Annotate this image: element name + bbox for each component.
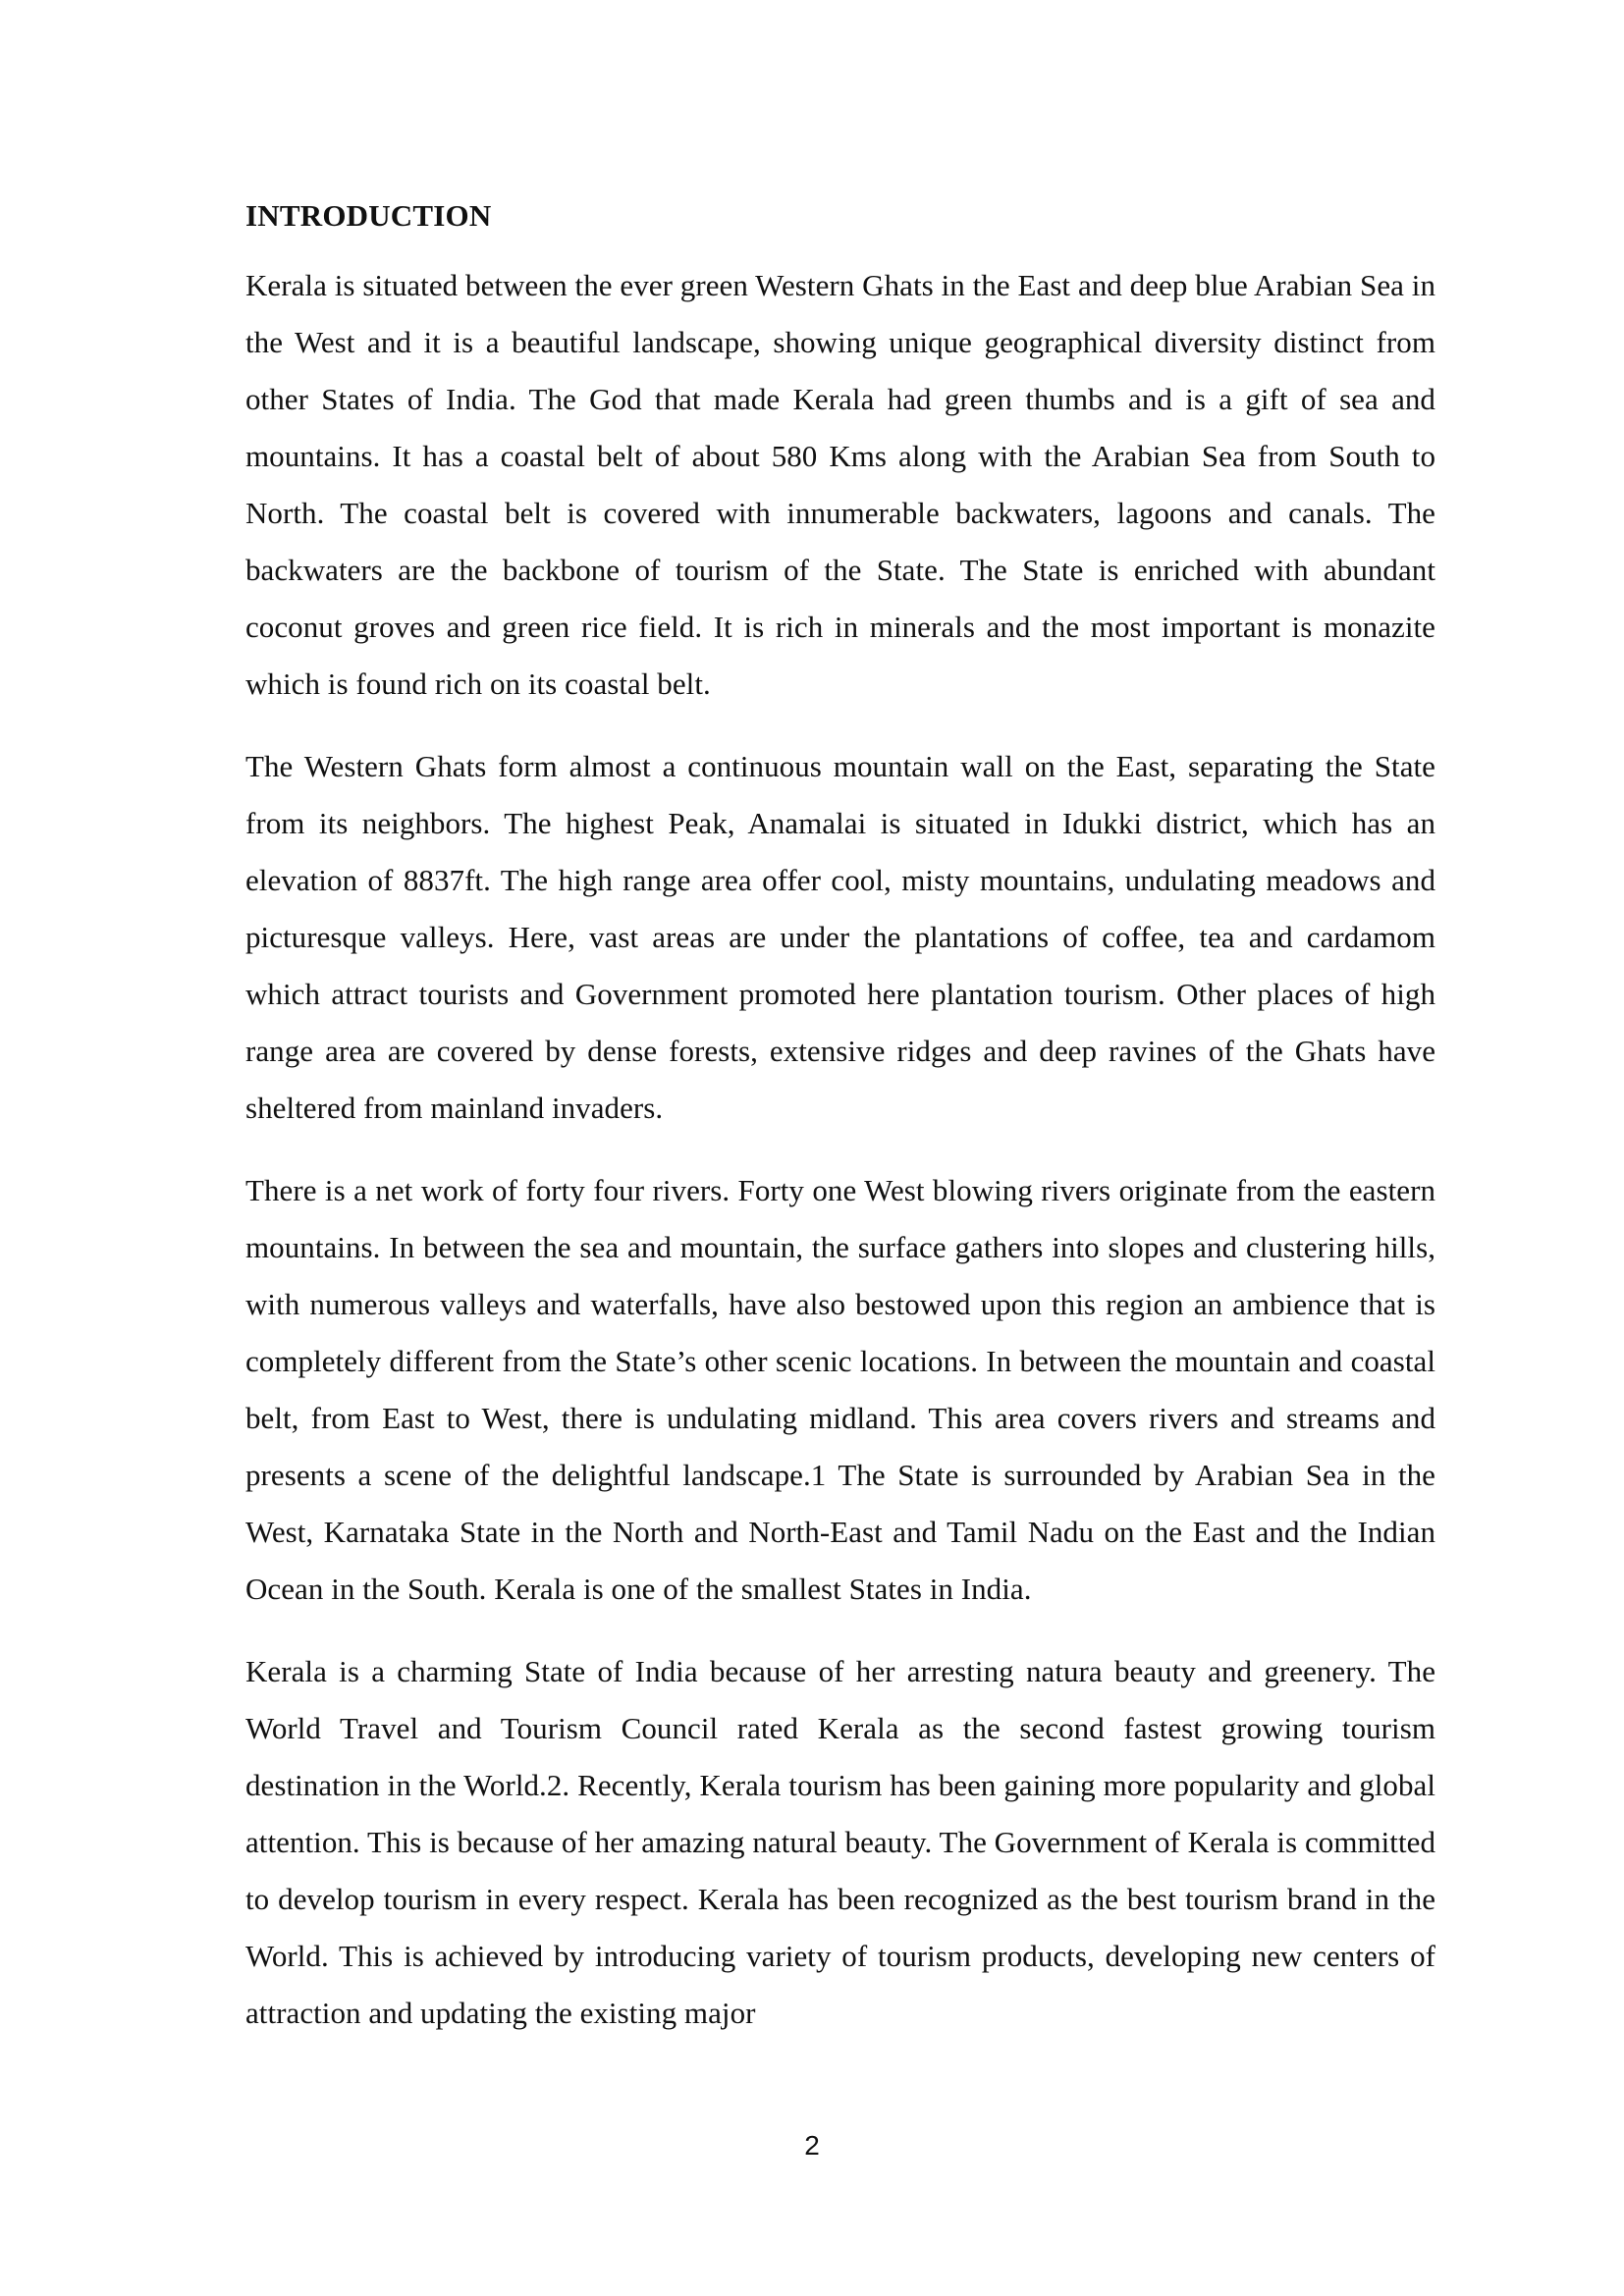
page-body <box>245 192 1435 2042</box>
paragraph-2: The Western Ghats form almost a continuous mountain wall on the East, separating the State from its neighbors. The highest Peak, Anamalai is situated in Idukki district, which has an elevation of 8837ft. The high range area offer cool, misty mountains, undulating meadows and picturesque valleys. Here, vast areas are under the plantations of coffee, tea and cardamom which attract tourists and Government promoted here plantation tourism. Other places of high range area are covered by dense forests, extensive ridges and deep ravines of the Ghats have sheltered from mainland invaders. <box>245 749 1435 1125</box>
paragraph-3: There is a net work of forty four rivers. Forty one West blowing rivers originate from the eastern mountains. In between the sea and mountain, the surface gathers into slopes and clustering hills, with numerous valleys and waterfalls, have also bestowed upon this region an ambience that is completely different from the State’s other scenic locations. In between the mountain and coastal belt, from East to West, there is undulating midland. This area covers rivers and streams and presents a scene of the delightful landscape.1 The State is surrounded by Arabian Sea in the West, Karnataka State in the North and North-East and Tamil Nadu on the East and the Indian Ocean in the South. Kerala is one of the smallest States in India. <box>245 1173 1435 1606</box>
section-heading: INTRODUCTION <box>245 198 492 233</box>
paragraph-1: Kerala is situated between the ever green Western Ghats in the East and deep blue Arabian Sea in the West and it is a beautiful landscape, showing unique geographical diversity distinct from other States of India. The God that made Kerala had green thumbs and is a gift of sea and mountains. It has a coastal belt of about 580 Kms along with the Arabian Sea from South to North. The coastal belt is covered with innumerable backwaters, lagoons and canals. The backwaters are the backbone of tourism of the State. The State is enriched with abundant coconut groves and green rice field. It is rich in minerals and the most important is monazite which is found rich on its coastal belt. <box>245 268 1435 701</box>
page-number: 2 <box>804 2130 820 2161</box>
paragraph-4: Kerala is a charming State of India because of her arresting natura beauty and greenery. The World Travel and Tourism Council rated Kerala as the second fastest growing tourism destination in the World.2. Recently, Kerala tourism has been gaining more popularity and global attention. This is because of her amazing natural beauty. The Government of Kerala is committed to develop tourism in every respect. Kerala has been recognized as the best tourism brand in the World. This is achieved by introducing variety of tourism products, developing new centers of attraction and updating the existing major <box>245 1654 1435 2030</box>
